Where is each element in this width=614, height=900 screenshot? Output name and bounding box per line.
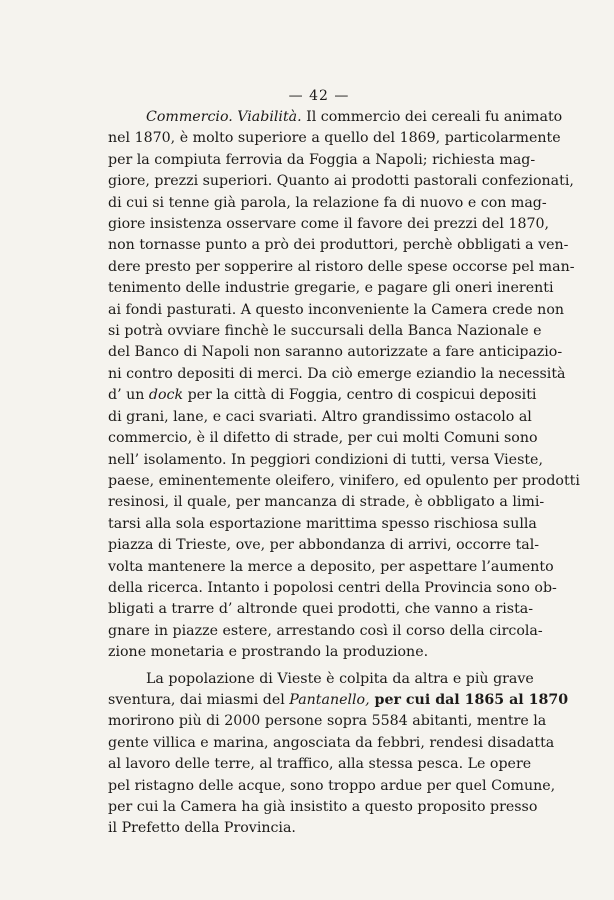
text-line: si potrà ovviare finchè le succursali della Banca Nazionale e [108, 323, 542, 340]
text-line: gente villica e marina, angosciata da febbri, rendesi disadatta [108, 734, 555, 751]
year-1865: 1865 [464, 691, 505, 708]
text-line: del Banco di Napoli non saranno autorizzate a fare anticipazio- [108, 344, 563, 361]
document-page [108, 86, 580, 840]
text-line: giore, prezzi superiori. Quanto ai prodotti pastorali confezionati, [108, 173, 574, 190]
text-fragment: al [504, 691, 529, 708]
text-line: il Prefetto della Provincia. [108, 820, 296, 837]
text-line: della ricerca. Intanto i popolosi centri della Provincia sono ob- [108, 579, 557, 596]
text-line: morirono più di 2000 persone sopra 5584 abitanti, mentre la [108, 713, 547, 730]
italic-term-dock: dock [148, 387, 184, 404]
text-fragment: per la città di Foggia, centro di cospicui depositi [183, 387, 537, 404]
text-line: ai fondi pasturati. A questo inconveniente la Camera crede non [108, 301, 565, 318]
text-line: per la compiuta ferrovia da Foggia a Napoli; richiesta mag- [108, 151, 536, 168]
text-line: tenimento delle industrie gregarie, e pagare gli oneri inerenti [108, 280, 554, 297]
paragraph-commercio [108, 107, 580, 664]
text-line: pel ristagno delle acque, sono troppo ardue per quel Comune, [108, 777, 556, 794]
text-line: volta mantenere la merce a deposito, per aspettare l’aumento [108, 558, 554, 575]
text-line: nel 1870, è molto superiore a quello del 1869, particolarmente [108, 130, 561, 147]
text-line: resinosi, il quale, per mancanza di strade, è obbligato a limi- [108, 494, 545, 511]
paragraph-vieste [108, 669, 569, 840]
text-line: dere presto per sopperire al ristoro delle spese occorse pel man- [108, 258, 575, 275]
text-line: paese, eminentemente oleifero, vinifero, ed opulento per prodotti [108, 472, 580, 489]
text-line: per cui la Camera ha già insistito a questo proposito presso [108, 799, 538, 815]
text-line: di grani, lane, e caci svariati. Altro grandissimo ostacolo al [108, 408, 532, 425]
italic-term-pantanello: Pantanello, [289, 691, 370, 708]
text-line: La popolazione di Vieste è colpita da altra e più grave [146, 670, 534, 687]
year-1870: 1870 [528, 691, 569, 708]
text-line: nell’ isolamento. In peggiori condizioni di tutti, versa Vieste, [108, 451, 543, 468]
text-line [108, 690, 569, 711]
text-line: ni contro depositi di merci. Da ciò emerge eziandio la necessità [108, 365, 566, 382]
text-line: bligati a trarre d’ altronde quei prodotti, che vanno a rista- [108, 601, 534, 618]
text-fragment: Il commercio dei cereali fu animato [301, 109, 563, 125]
text-line: non tornasse punto a prò dei produttori, perchè obbligati a ven- [108, 237, 569, 254]
text-fragment: d’ un [108, 387, 149, 404]
text-line: tarsi alla sola esportazione marittima spesso rischiosa sulla [108, 515, 537, 532]
text-fragment: per cui dal [369, 691, 465, 708]
text-line: giore insistenza osservare come il favore dei prezzi del 1870, [108, 216, 550, 233]
text-line: di cui si tenne già parola, la relazione fa di nuovo e con mag- [108, 194, 547, 211]
text-line: gnare in piazze estere, arrestando così il corso della circola- [108, 622, 543, 639]
text-line: al lavoro delle terre, al traffico, alla stessa pesca. Le opere [108, 756, 532, 773]
page-number: — 42 — [288, 88, 350, 104]
text-line: commercio, è il difetto di strade, per cui molti Comuni sono [108, 430, 538, 447]
text-line [108, 107, 563, 128]
text-fragment: sventura, dai miasmi del [108, 691, 290, 708]
text-line: piazza di Trieste, ove, per abbondanza di arrivi, occorre tal- [108, 537, 540, 554]
text-line [108, 385, 537, 406]
text-line: zione monetaria e prostrando la produzione. [108, 644, 429, 661]
section-heading: Commercio. Viabilità. [146, 109, 302, 125]
